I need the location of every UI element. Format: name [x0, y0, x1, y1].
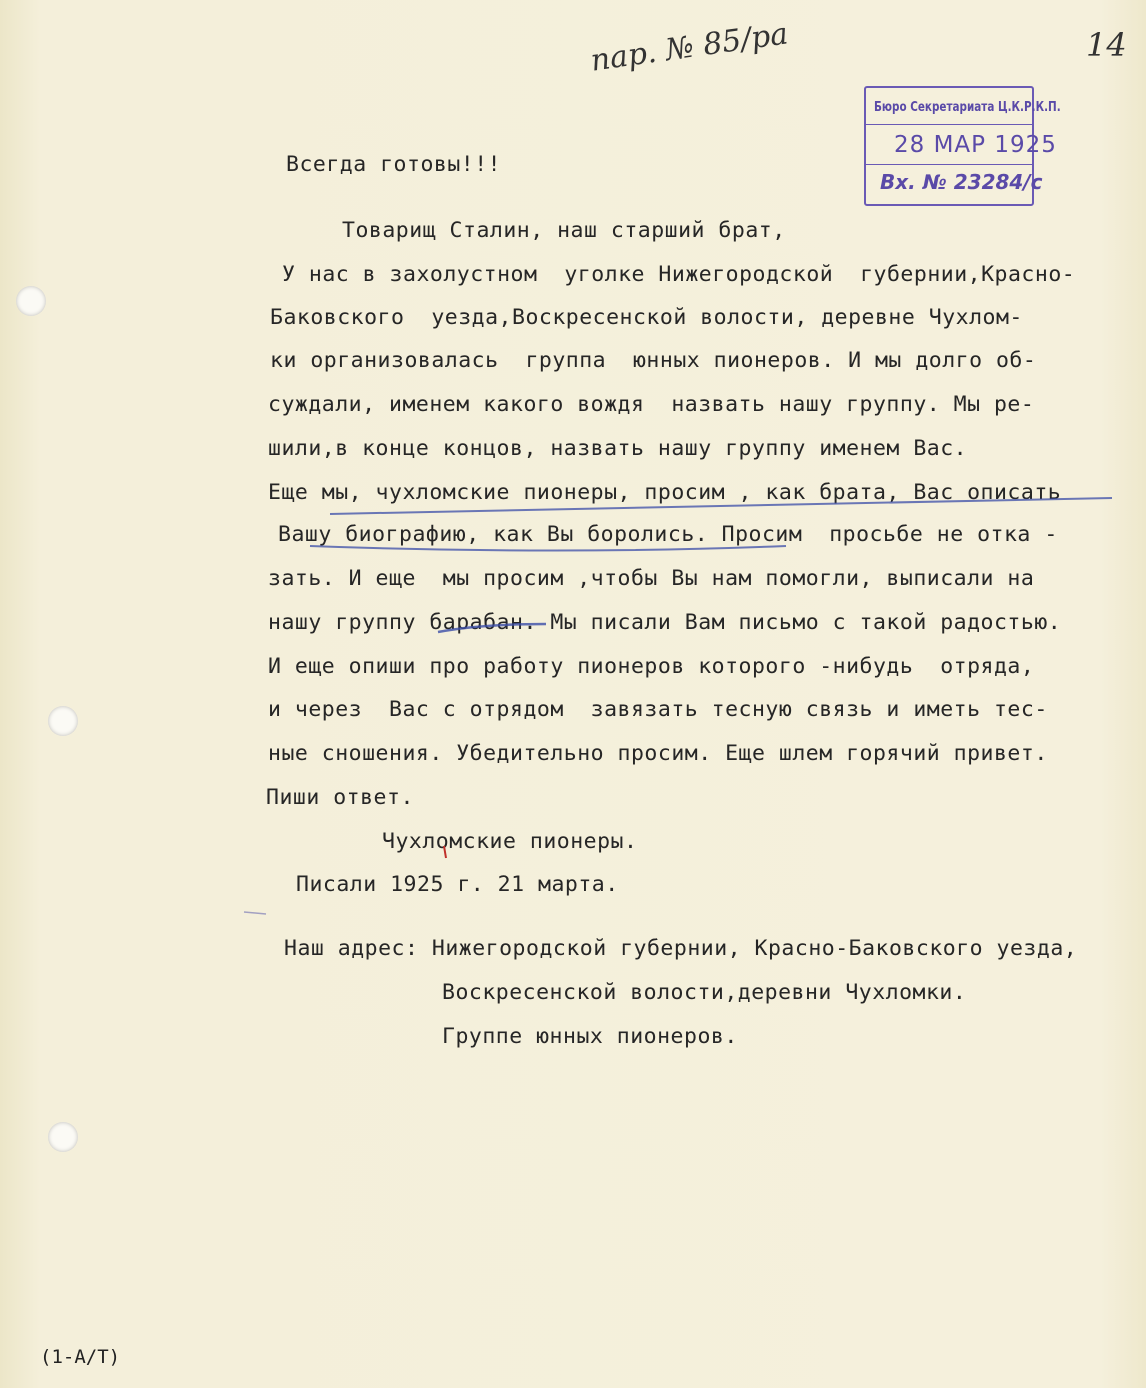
red-pencil-tick — [444, 846, 446, 858]
stamp-incoming-number: Вх. № 23284/с — [880, 170, 1043, 194]
address-line: Наш адрес: Нижегородской губернии, Красно-Баковского уезда, — [284, 936, 1078, 961]
body-line: Вашу биографию, как Вы боролись. Просим просьбе не отка - — [278, 522, 1058, 547]
body-line: нашу группу барабан. Мы писали Вам письмо с такой радостью. — [268, 610, 1062, 635]
underline-biography — [310, 546, 786, 551]
margin-pencil-mark — [244, 912, 266, 914]
body-line: суждали, именем какого вождя назвать нашу группу. Мы ре- — [268, 392, 1035, 417]
body-line: ки организовалась группа юнных пионеров. И мы долго об- — [270, 348, 1037, 373]
body-line: шили,в конце концов, назвать нашу группу именем Вас. — [268, 436, 968, 461]
greeting: Всегда готовы!!! — [286, 152, 502, 177]
address-line: Группе юнных пионеров. — [442, 1024, 738, 1049]
body-line: Еще мы, чухломские пионеры, просим , как брата, Вас описать — [268, 480, 1062, 505]
salutation: Товарищ Сталин, наш старший брат, — [342, 218, 786, 243]
underline-biography-request — [330, 498, 1112, 514]
body-line: У нас в захолустном уголке Нижегородской губернии,Красно- — [282, 262, 1076, 287]
page-number: 14 — [1086, 26, 1127, 64]
signature: Чухломские пионеры. — [382, 829, 638, 854]
body-line: зать. И еще мы просим ,чтобы Вы нам помогли, выписали на — [268, 566, 1035, 591]
stamp-date: 28 МАР 1925 — [894, 132, 1057, 158]
stamp-organization: Бюро Секретариата Ц.К.Р.К.П. — [874, 100, 1061, 115]
date-line: Писали 1925 г. 21 марта. — [296, 872, 619, 897]
body-line: Баковского уезда,Воскресенской волости, деревне Чухлом- — [270, 305, 1023, 330]
body-line: И еще опиши про работу пионеров которого -нибудь отряда, — [268, 654, 1035, 679]
body-line: ные сношения. Убедительно просим. Еще шлем горячий привет. — [268, 741, 1048, 766]
form-code: (1-А/Т) — [40, 1346, 121, 1368]
file-mark: пар. № 85/ра — [588, 16, 791, 79]
address-line: Воскресенской волости,деревни Чухломки. — [442, 980, 967, 1005]
underline-drum — [438, 624, 546, 632]
body-line: и через Вас с отрядом завязать тесную связь и иметь тес- — [268, 697, 1048, 722]
body-line: Пиши ответ. — [266, 785, 414, 810]
